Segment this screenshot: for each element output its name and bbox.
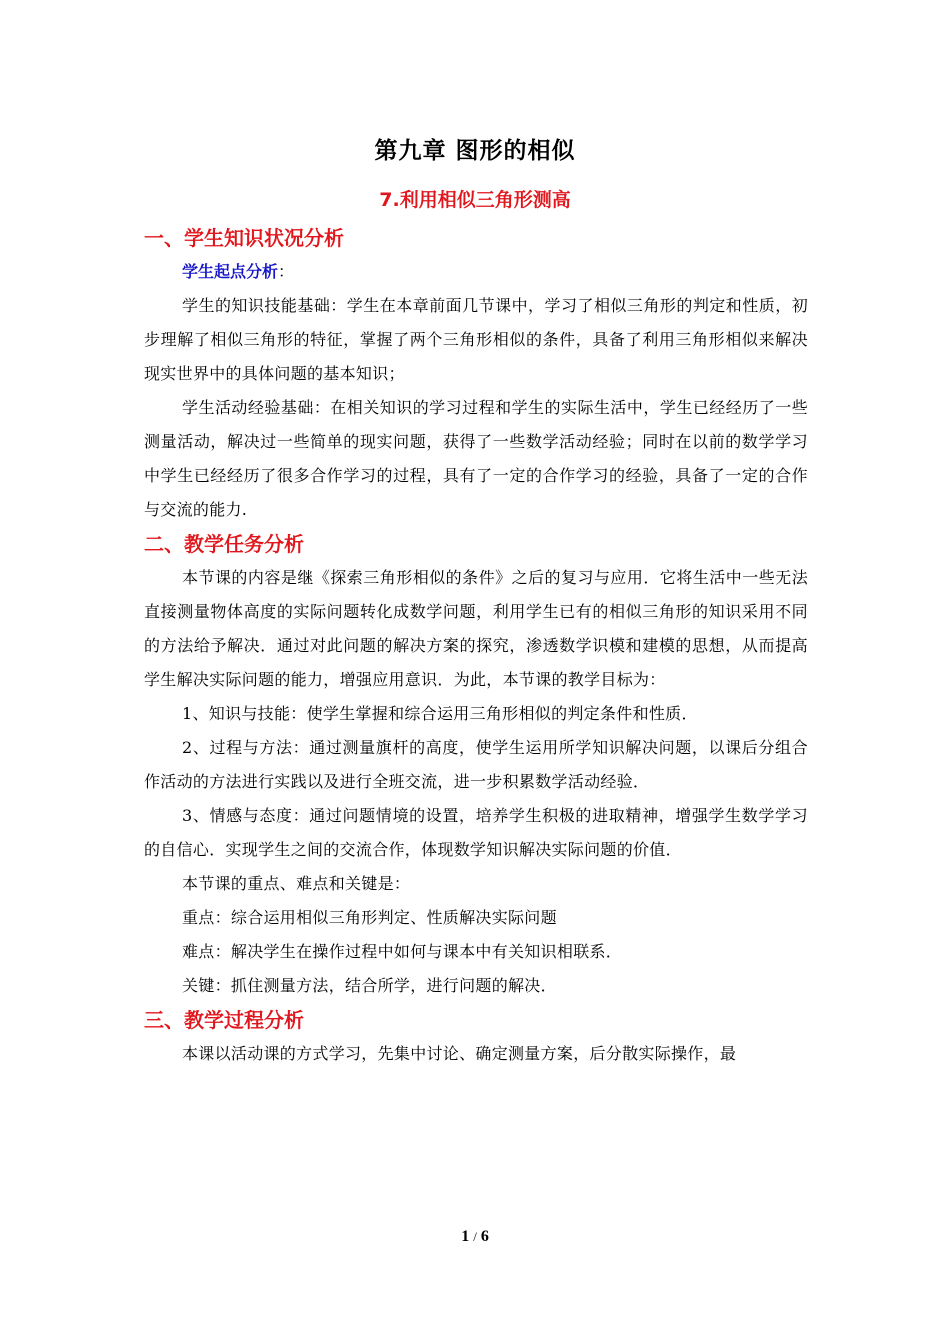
section-heading-student-knowledge: 一、学生知识状况分析 (144, 226, 344, 250)
paragraph: 学生的知识技能基础：学生在本章前面几节课中，学习了相似三角形的判定和性质，初步理解了相似三角形的特征，掌握了两个三角形相似的条件，具备了利用三角形相似来解决现实世界中的具体问题的基本知识； (144, 296, 808, 383)
document-body (144, 221, 808, 1071)
paragraph: 3、情感与态度：通过问题情境的设置，培养学生积极的进取精神，增强学生数学学习的自信心．实现学生之间的交流合作，体现数学知识解决实际问题的价值． (144, 806, 808, 859)
subheading-label: 学生起点分析 (182, 262, 279, 281)
paragraph: 1、知识与技能：使学生掌握和综合运用三角形相似的判定条件和性质． (182, 704, 698, 723)
paragraph: 重点：综合运用相似三角形判定、性质解决实际问题 (182, 908, 557, 927)
paragraph: 本节课的内容是继《探索三角形相似的条件》之后的复习与应用．它将生活中一些无法直接测量物体高度的实际问题转化成数学问题，利用学生已有的相似三角形的知识采用不同的方法给予解决．通过对此问题的解决方案的探究，渗透数学识模和建模的思想，从而提高学生解决实际问题的能力，增强应用意识．为此，本节课的教学目标为： (144, 568, 808, 689)
chapter-title: 第九章 图形的相似 (374, 138, 576, 164)
subheading-starting-point (144, 255, 808, 289)
page-current: 1 (461, 1228, 470, 1245)
section-heading-process-analysis: 三、教学过程分析 (144, 1008, 304, 1032)
section-heading-task-analysis: 二、教学任务分析 (144, 532, 304, 556)
paragraph: 2、过程与方法：通过测量旗杆的高度，使学生运用所学知识解决问题，以课后分组合作活动的方法进行实践以及进行全班交流，进一步积累数学活动经验． (144, 738, 808, 791)
page-number (0, 1228, 950, 1246)
lesson-title: 7.利用相似三角形测高 (379, 189, 571, 211)
paragraph: 学生活动经验基础：在相关知识的学习过程和学生的实际生活中，学生已经经历了一些测量活动，解决过一些简单的现实问题，获得了一些数学活动经验；同时在以前的数学学习中学生已经经历了很多合作学习的过程，具有了一定的合作学习的经验，具备了一定的合作与交流的能力. (144, 398, 808, 519)
subheading-colon: ： (278, 262, 295, 281)
page-total: 6 (480, 1228, 489, 1245)
paragraph: 关键：抓住测量方法，结合所学，进行问题的解决． (182, 976, 557, 995)
page-separator: / (473, 1229, 477, 1244)
paragraph: 难点：解决学生在操作过程中如何与课本中有关知识相联系． (182, 942, 623, 961)
paragraph: 本课以活动课的方式学习，先集中讨论、确定测量方案，后分散实际操作，最 (182, 1044, 737, 1063)
paragraph: 本节课的重点、难点和关键是： (182, 874, 411, 893)
